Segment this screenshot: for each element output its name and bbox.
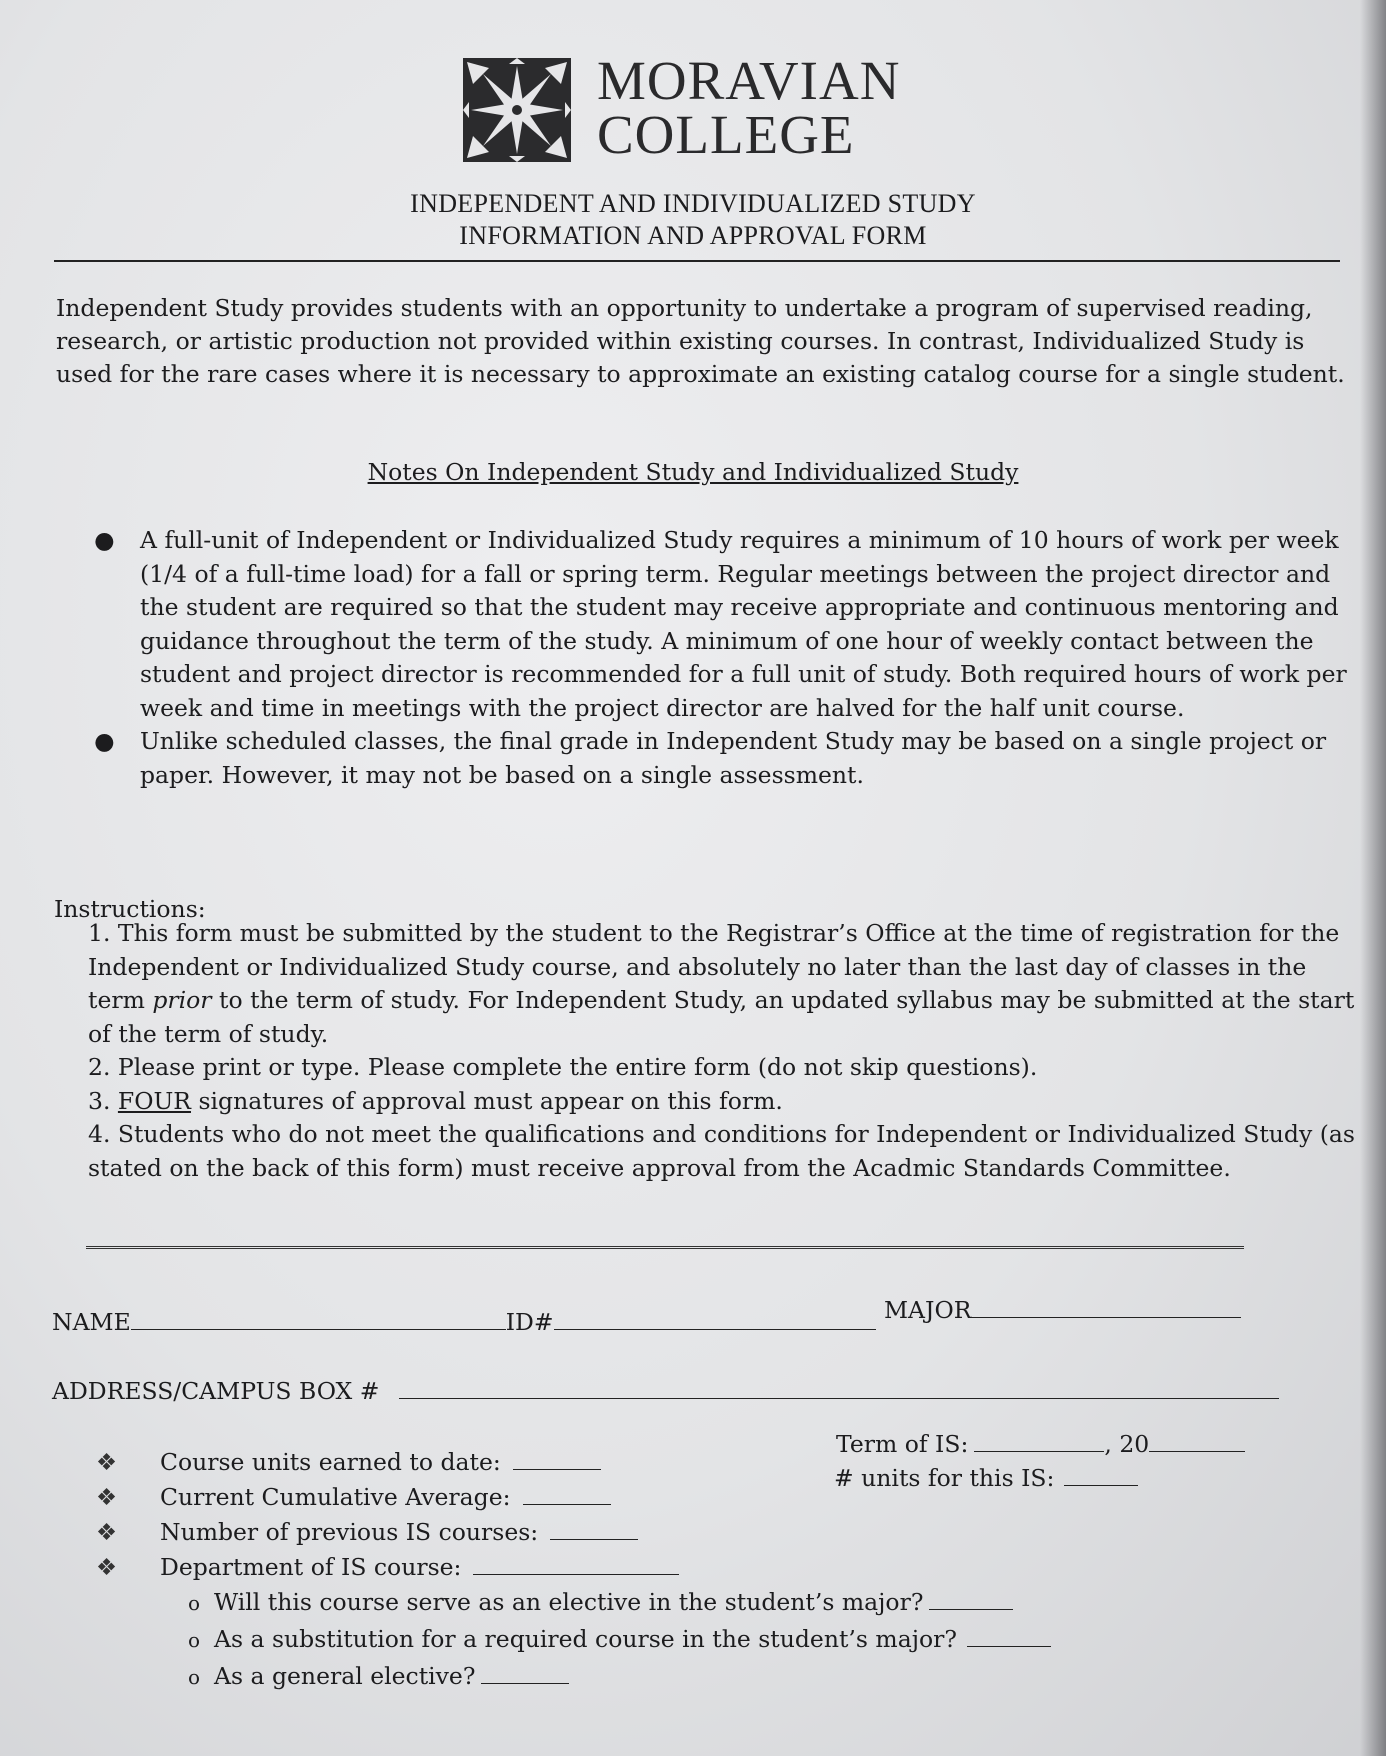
elective-major-input[interactable]: [929, 1589, 1013, 1610]
term-year-label: , 20: [1104, 1430, 1150, 1458]
circle-bullet-icon: o: [188, 1591, 201, 1615]
general-elective-input[interactable]: [481, 1663, 569, 1684]
list-item: [94, 725, 1350, 792]
instruction-item-4: 4. Students who do not meet the qualifications and conditions for Independent or Individualized Study (as stated on the back of this form) must receive approval from the Acadmic Standards Committee.: [88, 1120, 1355, 1182]
cumulative-average-input[interactable]: [523, 1484, 611, 1505]
diamond-bullet-icon: ❖: [96, 1518, 118, 1546]
header-divider: [54, 260, 1340, 262]
address-input[interactable]: [399, 1378, 1279, 1399]
instruction-item-2: 2. Please print or type. Please complete the entire form (do not skip questions).: [88, 1053, 1038, 1081]
instruction-number: 3.: [88, 1086, 118, 1115]
section-divider: [86, 1246, 1244, 1249]
name-field: [52, 1308, 876, 1336]
units-input[interactable]: [1064, 1465, 1138, 1486]
note-text: Unlike scheduled classes, the final grade in Independent Study may be based on a single project or paper. However, it may not be based on a single assessment.: [140, 727, 1327, 789]
checklist-label: Current Cumulative Average:: [160, 1483, 511, 1511]
instruction-emphasis: prior: [152, 986, 212, 1014]
department-input[interactable]: [473, 1554, 679, 1575]
intro-paragraph: Independent Study provides students with an opportunity to undertake a program of supervised reading, research, or artistic production not provided within existing courses. In contrast, Individualized Study is used for the rare cases where it is necessary to approximate an existing catalog course for a single student.: [56, 294, 1345, 388]
address-label: ADDRESS/CAMPUS BOX #: [52, 1377, 380, 1405]
form-title: [0, 188, 1386, 252]
moravian-star-icon: [463, 58, 571, 162]
logo-line-moravian: MORAVIAN: [597, 50, 901, 111]
logo-wordmark: [597, 50, 901, 165]
question-text: As a general elective?: [214, 1662, 476, 1690]
circle-bullet-icon: o: [188, 1665, 201, 1689]
list-item: [188, 1584, 1051, 1621]
id-label: ID#: [505, 1308, 554, 1336]
list-item: [96, 1480, 679, 1515]
question-text: Will this course serve as an elective in the student’s major?: [214, 1588, 924, 1616]
major-field: [884, 1296, 1241, 1324]
name-input[interactable]: [131, 1309, 506, 1330]
instruction-item-1: [88, 917, 1358, 1051]
major-label: MAJOR: [884, 1296, 972, 1324]
college-logo: [463, 50, 933, 166]
list-item: [188, 1621, 1051, 1658]
units-label: # units for this IS:: [834, 1464, 1055, 1492]
form-title-line2: INFORMATION AND APPROVAL FORM: [459, 221, 927, 250]
term-year-input[interactable]: [1149, 1431, 1245, 1452]
diamond-bullet-icon: ❖: [96, 1448, 118, 1476]
instruction-underline: FOUR: [117, 1086, 191, 1115]
previous-is-courses-input[interactable]: [550, 1519, 638, 1540]
term-label: Term of IS:: [836, 1430, 969, 1458]
form-title-line1: INDEPENDENT AND INDIVIDUALIZED STUDY: [410, 189, 976, 218]
term-field: [836, 1430, 1245, 1458]
instruction-item-3: [88, 1085, 1358, 1119]
substitution-input[interactable]: [967, 1626, 1051, 1647]
notes-heading: Notes On Independent Study and Individualized Study: [367, 458, 1019, 486]
question-text: As a substitution for a required course in the student’s major?: [214, 1625, 957, 1653]
diamond-bullet-icon: ❖: [96, 1483, 118, 1511]
course-checklist: [96, 1445, 679, 1585]
diamond-bullet-icon: ❖: [96, 1553, 118, 1581]
notes-list: [94, 524, 1350, 792]
checklist-label: Number of previous IS courses:: [160, 1518, 539, 1546]
list-item: [96, 1445, 679, 1480]
bullet-icon: ●: [94, 526, 115, 554]
instruction-text: to the term of study. For Independent Study, an updated syllabus may be submitted at the start of the term of study.: [88, 986, 1355, 1048]
elective-questions: [188, 1584, 1051, 1695]
note-text: A full-unit of Independent or Individualized Study requires a minimum of 10 hours of work per week (1/4 of a full-time load) for a fall or spring term. Regular meetings between the project director and the student are required so that the student may receive appropriate and continuous mentoring and guidance throughout the term of the study. A minimum of one hour of weekly contact between the student and project director is recommended for a full unit of study. Both required hours of work per week and time in meetings with the project director are halved for the half unit course.: [140, 526, 1347, 722]
name-label: NAME: [52, 1308, 131, 1336]
checklist-label: Department of IS course:: [160, 1553, 462, 1581]
major-input[interactable]: [971, 1297, 1241, 1318]
instructions-heading: Instructions:: [54, 895, 206, 923]
checklist-label: Course units earned to date:: [160, 1448, 501, 1476]
bullet-icon: ●: [94, 727, 115, 755]
address-field: [52, 1377, 1279, 1405]
units-field: [834, 1464, 1138, 1492]
id-input[interactable]: [554, 1309, 876, 1330]
list-item: [188, 1658, 1051, 1695]
instruction-text: 1. This form must be submitted by the student to the Registrar’s Office at the time of registration for the Independent or Individualized Study course, and absolutely no later than the last day of classes in the term: [88, 919, 1340, 1014]
list-item: [94, 524, 1350, 725]
instruction-text: signatures of approval must appear on this form.: [190, 1086, 783, 1115]
instructions-list: [88, 917, 1358, 1185]
term-input[interactable]: [974, 1431, 1104, 1452]
list-item: [96, 1515, 679, 1550]
units-earned-input[interactable]: [513, 1449, 601, 1470]
logo-line-college: COLLEGE: [597, 104, 855, 165]
list-item: [96, 1550, 679, 1585]
circle-bullet-icon: o: [188, 1628, 201, 1652]
page-edge-shadow: [1360, 0, 1386, 1756]
